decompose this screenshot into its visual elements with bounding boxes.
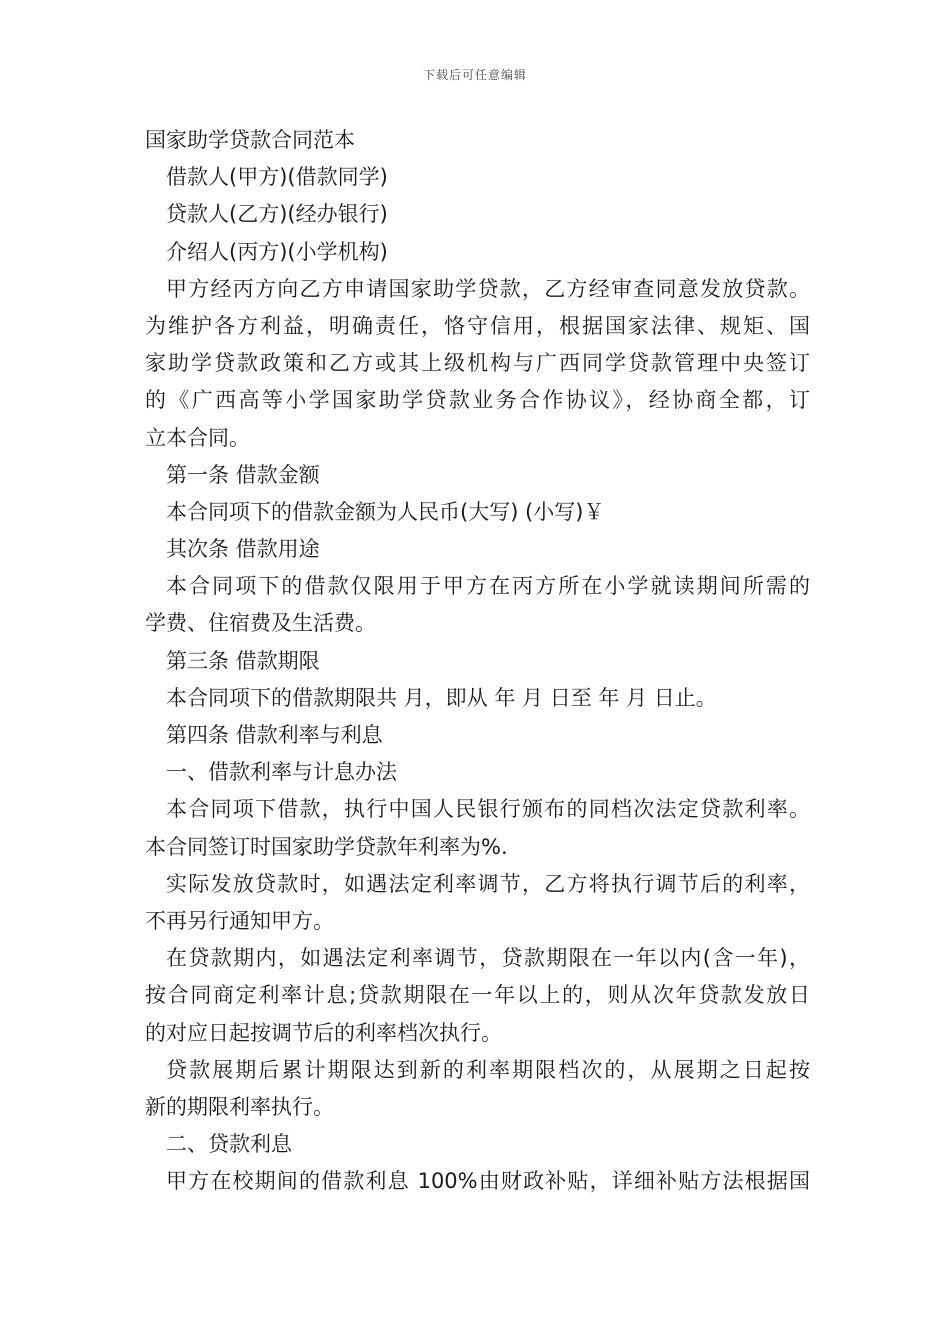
article-heading: 第一条 借款金额 (166, 462, 320, 487)
section-heading: 一、借款利率与计息办法 (166, 760, 397, 785)
paragraph-line: 甲方在校期间的借款利息 100%由财政补贴，详细补贴方法根据国 (166, 1169, 810, 1194)
paragraph-line: 本合同项下的借款金额为人民币(大写) (小写)￥ (166, 499, 605, 524)
party-borrower: 借款人(甲方)(借款同学) (166, 165, 388, 190)
paragraph-line: 贷款展期后累计期限达到新的利率期限档次的，从展期之日起按 (166, 1057, 810, 1082)
paragraph-line: 新的期限利率执行。 (145, 1094, 334, 1119)
document-title: 国家助学贷款合同范本 (145, 128, 355, 152)
paragraph-line: 实际发放贷款时，如遇法定利率调节，乙方将执行调节后的利率， (166, 871, 810, 896)
party-introducer: 介绍人(丙方)(小学机构) (166, 239, 388, 264)
page-header-note: 下载后可任意编辑 (422, 68, 527, 82)
paragraph-line: 在贷款期内，如遇法定利率调节，贷款期限在一年以内(含一年)， (166, 946, 810, 971)
paragraph-line: 的《广西高等小学国家助学贷款业务合作协议》，经协商全都，订 (145, 388, 810, 413)
paragraph-line: 立本合同。 (145, 425, 250, 450)
article-heading: 第三条 借款期限 (166, 648, 320, 673)
paragraph-line: 本合同项下的借款期限共 月，即从 年 月 日至 年 月 日止。 (166, 685, 717, 710)
paragraph-line: 的对应日起按调节后的利率档次执行。 (145, 1020, 502, 1045)
paragraph-line: 本合同签订时国家助学贷款年利率为%. (145, 834, 508, 859)
paragraph-line: 本合同项下的借款仅限用于甲方在丙方所在小学就读期间所需的 (166, 574, 810, 599)
paragraph-line: 甲方经丙方向乙方申请国家助学贷款，乙方经审查同意发放贷款。 (166, 276, 810, 301)
paragraph-line: 家助学贷款政策和乙方或其上级机构与广西同学贷款管理中央签订 (145, 351, 810, 376)
paragraph-line: 为维护各方利益，明确责任，恪守信用，根据国家法律、规矩、国 (145, 313, 810, 338)
paragraph-line: 学费、住宿费及生活费。 (145, 611, 376, 636)
paragraph-line: 本合同项下借款，执行中国人民银行颁布的同档次法定贷款利率。 (166, 797, 810, 822)
article-heading: 其次条 借款用途 (166, 537, 320, 562)
document-body (145, 122, 810, 1200)
section-heading: 二、贷款利息 (166, 1132, 292, 1157)
paragraph-line: 不再另行通知甲方。 (145, 908, 334, 933)
paragraph-line: 按合同商定利率计息;贷款期限在一年以上的，则从次年贷款发放日 (145, 983, 810, 1008)
party-lender: 贷款人(乙方)(经办银行) (166, 202, 388, 227)
article-heading: 第四条 借款利率与利息 (166, 723, 383, 747)
